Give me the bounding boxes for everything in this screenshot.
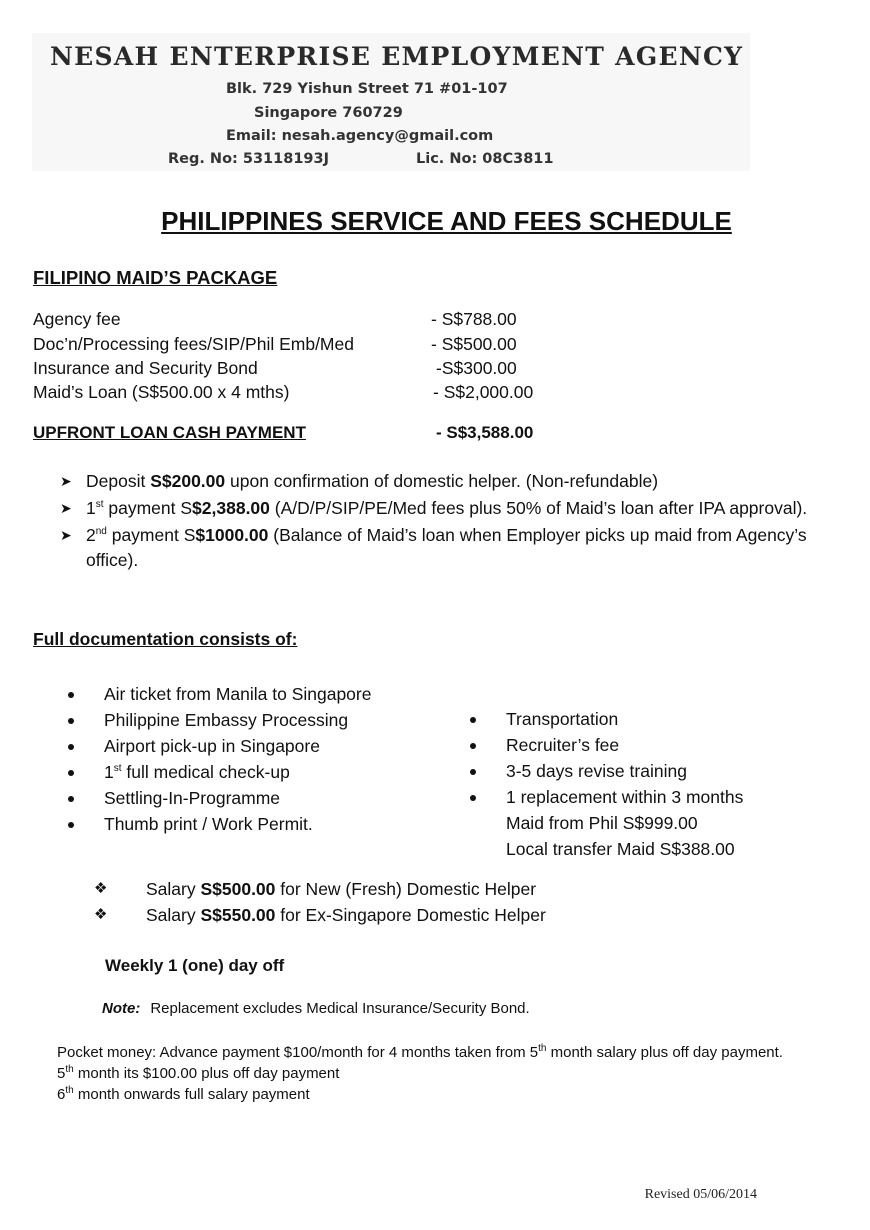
list-item (466, 732, 743, 758)
fee-amount: - S$500.00 (431, 334, 517, 354)
pocket-money-line (57, 1084, 783, 1105)
bullet-dot-icon (68, 770, 74, 776)
note-label: Note: (102, 1000, 141, 1017)
list-item (466, 758, 743, 784)
note-text: Replacement excludes Medical Insurance/Security Bond. (150, 1000, 530, 1017)
payment-schedule-list (60, 469, 860, 575)
ordinal-suffix: nd (95, 526, 107, 538)
fee-amount: - S$788.00 (431, 309, 517, 329)
list-item (466, 784, 743, 810)
address-line-1: Blk. 729 Yishun Street 71 #01-107 (226, 81, 508, 97)
fee-row (33, 382, 593, 406)
upfront-total-row (33, 423, 593, 447)
agency-name: NESAH ENTERPRISE EMPLOYMENT AGENCY (50, 42, 744, 71)
bullet-dot-icon (470, 795, 476, 801)
ordinal-number: 6 (57, 1086, 66, 1103)
diamond-bullet-icon: ❖ (94, 880, 108, 897)
note (102, 1000, 530, 1017)
pocket-money-line (57, 1042, 783, 1063)
payment-text: (Balance of Maid’s loan when Employer picks up maid from Agency’s office). (86, 525, 807, 570)
documentation-left-list (64, 681, 371, 837)
salary-item (94, 876, 546, 902)
bullet-dot-icon (470, 769, 476, 775)
fee-label: Doc’n/Processing fees/SIP/Phil Emb/Med (33, 334, 354, 354)
ordinal-number: 1 (104, 762, 114, 782)
salary-text: Salary (146, 879, 201, 899)
arrow-bullet-icon: ➤ (60, 527, 72, 543)
replacement-detail: Maid from Phil S$999.00 (506, 813, 698, 833)
salary-text: for New (Fresh) Domestic Helper (275, 879, 537, 899)
salary-item (94, 902, 546, 928)
registration-number: Reg. No: 53118193J (168, 151, 329, 167)
upfront-total-label: UPFRONT LOAN CASH PAYMENT (33, 423, 306, 442)
pocket-money-line (57, 1063, 783, 1084)
upfront-total-amount: - S$3,588.00 (436, 423, 534, 442)
list-item-text: Air ticket from Manila to Singapore (104, 684, 372, 704)
payment-text: (A/D/P/SIP/PE/Med fees plus 50% of Maid’s loan after IPA approval). (269, 498, 808, 518)
fee-label: Agency fee (33, 309, 121, 329)
pocket-text: month its $100.00 plus off day payment (73, 1065, 340, 1082)
day-off: Weekly 1 (one) day off (105, 956, 285, 975)
ordinal-suffix: st (95, 499, 104, 511)
list-item (64, 733, 371, 759)
ordinal-number: 5 (57, 1065, 66, 1082)
list-item-text: Settling-In-Programme (104, 788, 281, 808)
bullet-dot-icon (68, 692, 74, 698)
bullet-dot-icon (68, 718, 74, 724)
salary-amount: S$550.00 (200, 905, 276, 925)
payment-text: upon confirmation of domestic helper. (Non-refundable) (225, 471, 659, 491)
payment-text: payment S (103, 498, 193, 518)
pocket-text: Pocket money: Advance payment $100/month for 4 months taken from 5 (57, 1044, 539, 1061)
address-line-2: Singapore 760729 (254, 105, 403, 121)
salary-list (94, 876, 546, 928)
list-item-text: Transportation (506, 709, 619, 729)
ordinal-suffix: th (65, 1064, 74, 1075)
ordinal-suffix: th (538, 1043, 547, 1054)
payment-text: Deposit (86, 471, 151, 491)
list-item-text: Recruiter’s fee (506, 735, 620, 755)
bullet-dot-icon (68, 744, 74, 750)
payment-first-item (60, 496, 860, 521)
arrow-bullet-icon: ➤ (60, 473, 72, 489)
list-item (64, 759, 371, 785)
ordinal-suffix: th (65, 1085, 74, 1096)
list-item-text: 1 replacement within 3 months (506, 787, 744, 807)
diamond-bullet-icon: ❖ (94, 906, 108, 923)
pocket-money (57, 1042, 783, 1105)
payment-amount: $2,388.00 (192, 498, 270, 518)
fee-row (33, 309, 593, 333)
page-title: PHILIPPINES SERVICE AND FEES SCHEDULE (161, 206, 732, 236)
payment-second-item (60, 523, 860, 573)
pocket-text: month onwards full salary payment (73, 1086, 310, 1103)
ordinal-number: 1 (86, 498, 96, 518)
list-item-text: Airport pick-up in Singapore (104, 736, 320, 756)
list-item-text: 3-5 days revise training (506, 761, 687, 781)
bullet-dot-icon (68, 796, 74, 802)
documentation-heading: Full documentation consists of: (33, 629, 298, 649)
ordinal-number: 2 (86, 525, 96, 545)
fee-amount: -S$300.00 (436, 358, 517, 378)
fee-label: Maid’s Loan (S$500.00 x 4 mths) (33, 382, 290, 402)
agency-email: Email: nesah.agency@gmail.com (226, 128, 494, 144)
bullet-dot-icon (470, 717, 476, 723)
arrow-bullet-icon: ➤ (60, 500, 72, 516)
package-heading: FILIPINO MAID’S PACKAGE (33, 267, 278, 288)
payment-text: payment S (106, 525, 196, 545)
list-item (64, 811, 371, 837)
salary-text: for Ex-Singapore Domestic Helper (275, 905, 546, 925)
list-item-text: Philippine Embassy Processing (104, 710, 349, 730)
fee-label: Insurance and Security Bond (33, 358, 258, 378)
fee-amount: - S$2,000.00 (433, 382, 534, 402)
fee-row (33, 334, 593, 358)
payment-amount: $1000.00 (195, 525, 269, 545)
bullet-dot-icon (68, 822, 74, 828)
letterhead (32, 33, 750, 171)
list-item (64, 707, 371, 733)
replacement-detail: Local transfer Maid S$388.00 (506, 839, 735, 859)
list-item-text: Thumb print / Work Permit. (104, 814, 313, 834)
pocket-text: month salary plus off day payment. (546, 1044, 783, 1061)
list-item (466, 706, 743, 732)
list-item (64, 785, 371, 811)
payment-deposit-item (60, 469, 860, 494)
documentation-right-list (466, 706, 743, 862)
ordinal-suffix: st (113, 763, 122, 775)
bullet-dot-icon (470, 743, 476, 749)
payment-amount: S$200.00 (150, 471, 226, 491)
salary-text: Salary (146, 905, 201, 925)
license-number: Lic. No: 08C3811 (416, 151, 554, 167)
list-item-text: full medical check-up (126, 762, 290, 782)
salary-amount: S$500.00 (200, 879, 276, 899)
list-item (64, 681, 371, 707)
revised-date: Revised 05/06/2014 (644, 1187, 757, 1202)
fee-row (33, 358, 593, 382)
